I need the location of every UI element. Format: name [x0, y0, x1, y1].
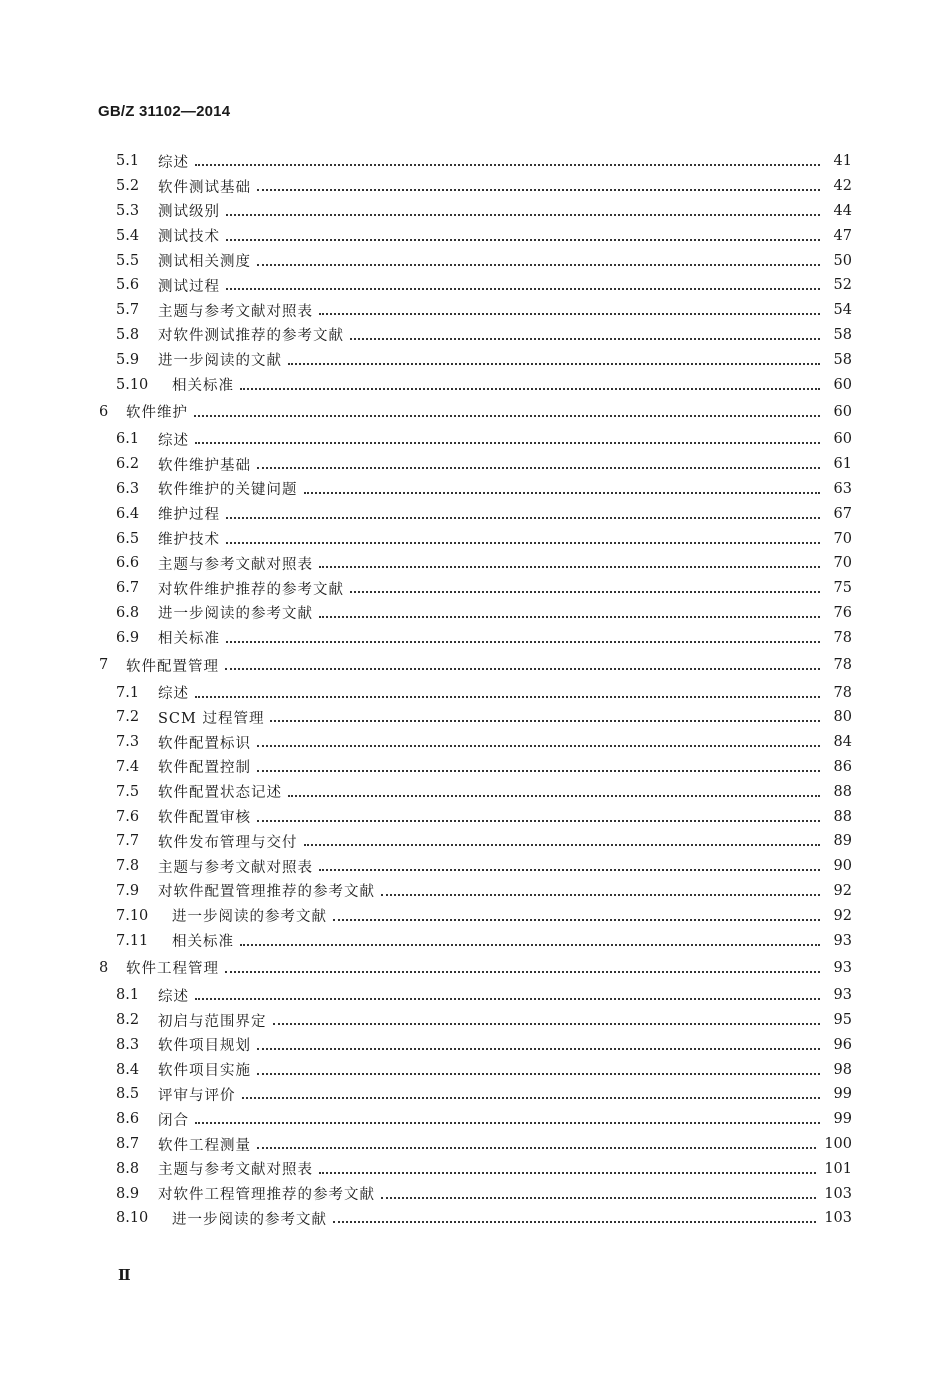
toc-entry-page: 52: [833, 277, 852, 294]
toc-entry-number: 6: [99, 403, 109, 420]
toc-entry-title: 进一步阅读的参考文献: [172, 909, 327, 926]
toc-entry-number: 8.5: [116, 1086, 140, 1103]
toc-subsection-entry[interactable]: [0, 983, 950, 1008]
toc-leader-dots: [240, 376, 820, 390]
toc-subsection-entry[interactable]: [0, 501, 950, 526]
toc-entry-title: 软件工程管理: [126, 961, 219, 978]
toc-entry-number: 8.10: [116, 1210, 149, 1227]
toc-entry-title: 评审与评价: [158, 1087, 236, 1104]
toc-entry-title: 主题与参考文献对照表: [158, 859, 313, 876]
toc-entry-title: 初启与范围界定: [158, 1013, 267, 1030]
toc-entry-number: 6.2: [116, 456, 140, 473]
toc-leader-dots: [257, 455, 820, 469]
toc-subsection-entry[interactable]: [0, 1008, 950, 1033]
toc-leader-dots: [257, 252, 820, 266]
toc-subsection-entry[interactable]: [0, 347, 950, 372]
toc-leader-dots: [242, 1085, 821, 1099]
toc-leader-dots: [226, 530, 820, 544]
toc-entry-number: 5.10: [116, 376, 149, 393]
toc-entry-page: 80: [833, 709, 852, 726]
toc-entry-page: 89: [833, 833, 852, 850]
toc-entry-title: 闭合: [158, 1112, 189, 1129]
toc-subsection-entry[interactable]: [0, 730, 950, 755]
toc-entry-number: 5.6: [116, 277, 140, 294]
toc-section-entry[interactable]: [0, 650, 950, 680]
toc-leader-dots: [257, 1135, 816, 1149]
toc-entry-page: 88: [833, 808, 852, 825]
toc-entry-page: 54: [833, 302, 852, 319]
toc-entry-title: 软件配置标识: [158, 735, 251, 752]
toc-subsection-entry[interactable]: [0, 551, 950, 576]
toc-subsection-entry[interactable]: [0, 1181, 950, 1206]
toc-entry-page: 103: [824, 1185, 852, 1202]
toc-entry-number: 7.2: [116, 709, 140, 726]
toc-subsection-entry[interactable]: [0, 903, 950, 928]
toc-subsection-entry[interactable]: [0, 174, 950, 199]
toc-entry-number: 5.9: [116, 351, 140, 368]
toc-leader-dots: [257, 1061, 820, 1075]
toc-entry-page: 50: [833, 252, 852, 269]
toc-leader-dots: [381, 1185, 816, 1199]
toc-entry-title: 相关标准: [172, 934, 234, 950]
toc-entry-title: 主题与参考文献对照表: [158, 303, 313, 320]
toc-subsection-entry[interactable]: [0, 1156, 950, 1181]
toc-leader-dots: [319, 301, 820, 315]
toc-entry-title: 进一步阅读的参考文献: [158, 606, 313, 623]
toc-entry-page: 99: [833, 1111, 852, 1128]
toc-entry-number: 5.3: [116, 202, 140, 219]
toc-section-entry[interactable]: [0, 397, 950, 427]
toc-entry-page: 92: [833, 907, 852, 924]
toc-leader-dots: [225, 656, 820, 670]
toc-entry-title: 测试技术: [158, 229, 220, 246]
toc-entry-number: 7.11: [116, 932, 149, 949]
toc-subsection-entry[interactable]: [0, 879, 950, 904]
toc-entry-title: 进一步阅读的文献: [158, 353, 282, 370]
toc-subsection-entry[interactable]: [0, 298, 950, 323]
toc-entry-title: 软件配置状态记述: [158, 785, 282, 802]
toc-entry-page: 58: [833, 351, 852, 368]
toc-entry-title: 综述: [158, 154, 189, 171]
toc-subsection-entry[interactable]: [0, 601, 950, 626]
toc-entry-number: 8.4: [116, 1061, 140, 1078]
toc-entry-page: 60: [833, 376, 852, 393]
toc-subsection-entry[interactable]: [0, 199, 950, 224]
toc-entry-number: 6.3: [116, 480, 140, 497]
toc-entry-page: 90: [833, 858, 852, 875]
toc-subsection-entry[interactable]: [0, 427, 950, 452]
toc-entry-page: 84: [833, 734, 852, 751]
toc-entry-title: 测试级别: [158, 204, 220, 221]
toc-entry-page: 60: [833, 431, 852, 448]
toc-leader-dots: [195, 986, 820, 1000]
toc-entry-number: 8.1: [116, 987, 140, 1004]
toc-subsection-entry[interactable]: [0, 576, 950, 601]
toc-entry-number: 7.1: [116, 684, 140, 701]
toc-leader-dots: [333, 907, 820, 921]
toc-entry-title: 软件测试基础: [158, 179, 251, 196]
document-header: GB/Z 31102—2014: [98, 103, 231, 120]
toc-subsection-entry[interactable]: [0, 804, 950, 829]
toc-entry-number: 5.5: [116, 252, 140, 269]
toc-entry-number: 7: [99, 657, 109, 674]
toc-subsection-entry[interactable]: [0, 1206, 950, 1231]
toc-entry-page: 41: [833, 153, 852, 170]
toc-entry-page: 78: [833, 629, 852, 646]
toc-entry-title: 软件维护的关键问题: [158, 482, 298, 499]
toc-leader-dots: [319, 857, 820, 871]
toc-leader-dots: [195, 684, 820, 698]
toc-entry-page: 78: [833, 657, 852, 674]
toc-entry-title: 主题与参考文献对照表: [158, 1162, 313, 1179]
toc-entry-page: 86: [833, 758, 852, 775]
toc-entry-title: 软件工程测量: [158, 1137, 251, 1154]
toc-entry-page: 70: [833, 530, 852, 547]
toc-entry-title: 维护过程: [158, 507, 220, 524]
toc-entry-page: 92: [833, 882, 852, 899]
toc-subsection-entry[interactable]: [0, 477, 950, 502]
toc-entry-title: 主题与参考文献对照表: [158, 556, 313, 573]
toc-entry-number: 8.6: [116, 1111, 140, 1128]
toc-entry-title: SCM 过程管理: [158, 710, 265, 727]
toc-subsection-entry[interactable]: [0, 452, 950, 477]
toc-entry-title: 对软件配置管理推荐的参考文献: [158, 884, 375, 901]
toc-entry-number: 7.8: [116, 858, 140, 875]
toc-entry-number: 7.10: [116, 907, 149, 924]
toc-section-entry[interactable]: [0, 953, 950, 983]
toc-entry-page: 88: [833, 783, 852, 800]
toc-entry-title: 软件项目实施: [158, 1063, 251, 1080]
toc-leader-dots: [194, 403, 820, 417]
toc-entry-number: 6.7: [116, 580, 140, 597]
toc-entry-title: 软件维护基础: [158, 457, 251, 474]
toc-entry-number: 7.6: [116, 808, 140, 825]
toc-entry-title: 软件配置管理: [126, 658, 219, 675]
toc-leader-dots: [226, 629, 820, 643]
toc-leader-dots: [257, 1036, 820, 1050]
toc-subsection-entry[interactable]: [0, 755, 950, 780]
toc-leader-dots: [240, 932, 820, 946]
toc-entry-number: 8.8: [116, 1160, 140, 1177]
toc-entry-page: 76: [833, 604, 852, 621]
toc-entry-number: 8.7: [116, 1136, 140, 1153]
toc-entry-page: 93: [833, 987, 852, 1004]
toc-entry-page: 101: [824, 1160, 852, 1177]
toc-entry-page: 67: [833, 505, 852, 522]
toc-entry-number: 5.2: [116, 178, 140, 195]
toc-entry-page: 63: [833, 480, 852, 497]
toc-entry-title: 软件发布管理与交付: [158, 834, 298, 851]
toc-subsection-entry[interactable]: [0, 323, 950, 348]
toc-subsection-entry[interactable]: [0, 829, 950, 854]
toc-entry-page: 60: [833, 403, 852, 420]
table-of-contents: [0, 149, 950, 1231]
toc-entry-page: 44: [833, 202, 852, 219]
toc-entry-title: 对软件维护推荐的参考文献: [158, 581, 344, 598]
toc-entry-title: 对软件测试推荐的参考文献: [158, 328, 344, 345]
toc-leader-dots: [257, 808, 820, 822]
toc-entry-title: 进一步阅读的参考文献: [172, 1211, 327, 1228]
toc-entry-number: 6.4: [116, 505, 140, 522]
toc-entry-page: 93: [833, 932, 852, 949]
toc-entry-page: 47: [833, 227, 852, 244]
toc-entry-page: 78: [833, 684, 852, 701]
toc-entry-title: 对软件工程管理推荐的参考文献: [158, 1187, 375, 1204]
toc-leader-dots: [226, 276, 820, 290]
toc-leader-dots: [333, 1209, 816, 1223]
toc-leader-dots: [288, 783, 820, 797]
toc-leader-dots: [319, 604, 820, 618]
toc-entry-number: 6.9: [116, 629, 140, 646]
toc-subsection-entry[interactable]: [0, 273, 950, 298]
toc-subsection-entry[interactable]: [0, 680, 950, 705]
toc-subsection-entry[interactable]: [0, 526, 950, 551]
toc-entry-page: 61: [833, 456, 852, 473]
toc-leader-dots: [270, 708, 820, 722]
toc-entry-page: 42: [833, 178, 852, 195]
toc-entry-number: 7.9: [116, 882, 140, 899]
toc-subsection-entry[interactable]: [0, 854, 950, 879]
toc-entry-number: 7.4: [116, 758, 140, 775]
toc-entry-number: 6.5: [116, 530, 140, 547]
toc-entry-page: 95: [833, 1012, 852, 1029]
toc-entry-title: 软件配置审核: [158, 810, 251, 827]
toc-leader-dots: [304, 480, 821, 494]
toc-entry-number: 5.8: [116, 326, 140, 343]
toc-subsection-entry[interactable]: [0, 1132, 950, 1157]
toc-entry-title: 综述: [158, 432, 189, 449]
toc-subsection-entry[interactable]: [0, 372, 950, 397]
toc-subsection-entry[interactable]: [0, 928, 950, 953]
toc-entry-page: 100: [824, 1136, 852, 1153]
toc-entry-page: 75: [833, 580, 852, 597]
toc-entry-title: 软件项目规划: [158, 1038, 251, 1055]
toc-leader-dots: [195, 152, 820, 166]
toc-entry-number: 6.1: [116, 431, 140, 448]
toc-leader-dots: [225, 959, 820, 973]
toc-entry-title: 相关标准: [172, 378, 234, 395]
toc-subsection-entry[interactable]: [0, 1082, 950, 1107]
toc-subsection-entry[interactable]: [0, 1107, 950, 1132]
toc-entry-number: 5.1: [116, 153, 140, 170]
toc-subsection-entry[interactable]: [0, 1057, 950, 1082]
toc-leader-dots: [304, 832, 821, 846]
toc-entry-title: 相关标准: [158, 631, 220, 648]
page-number-footer: Ⅱ: [118, 1266, 131, 1284]
toc-subsection-entry[interactable]: [0, 625, 950, 650]
toc-subsection-entry[interactable]: [0, 149, 950, 174]
toc-entry-page: 93: [833, 959, 852, 976]
toc-entry-title: 测试过程: [158, 278, 220, 295]
toc-entry-number: 6.8: [116, 604, 140, 621]
toc-entry-title: 维护技术: [158, 532, 220, 549]
toc-leader-dots: [319, 1160, 816, 1174]
toc-entry-page: 96: [833, 1036, 852, 1053]
toc-entry-page: 70: [833, 555, 852, 572]
toc-entry-title: 测试相关测度: [158, 254, 251, 271]
toc-entry-title: 综述: [158, 988, 189, 1005]
toc-entry-title: 软件配置控制: [158, 760, 251, 777]
toc-leader-dots: [381, 882, 820, 896]
toc-leader-dots: [195, 1110, 820, 1124]
toc-subsection-entry[interactable]: [0, 1033, 950, 1058]
toc-leader-dots: [350, 326, 820, 340]
toc-entry-number: 7.5: [116, 783, 140, 800]
toc-leader-dots: [319, 554, 820, 568]
toc-leader-dots: [226, 202, 820, 216]
toc-entry-page: 99: [833, 1086, 852, 1103]
toc-leader-dots: [195, 430, 820, 444]
toc-subsection-entry[interactable]: [0, 705, 950, 730]
toc-leader-dots: [350, 579, 820, 593]
toc-entry-number: 5.7: [116, 302, 140, 319]
toc-entry-title: 综述: [158, 686, 189, 703]
toc-leader-dots: [226, 505, 820, 519]
toc-entry-number: 8.3: [116, 1036, 140, 1053]
toc-subsection-entry[interactable]: [0, 779, 950, 804]
toc-entry-page: 103: [824, 1210, 852, 1227]
toc-entry-page: 98: [833, 1061, 852, 1078]
toc-leader-dots: [257, 177, 820, 191]
toc-leader-dots: [226, 227, 820, 241]
toc-entry-number: 8.9: [116, 1185, 140, 1202]
toc-subsection-entry[interactable]: [0, 248, 950, 273]
toc-leader-dots: [257, 758, 820, 772]
toc-entry-number: 7.3: [116, 734, 140, 751]
toc-entry-number: 6.6: [116, 555, 140, 572]
toc-entry-number: 7.7: [116, 833, 140, 850]
toc-entry-number: 5.4: [116, 227, 140, 244]
toc-leader-dots: [288, 351, 820, 365]
toc-leader-dots: [273, 1011, 821, 1025]
toc-entry-number: 8: [99, 959, 109, 976]
toc-entry-number: 8.2: [116, 1012, 140, 1029]
toc-entry-page: 58: [833, 326, 852, 343]
toc-leader-dots: [257, 733, 820, 747]
toc-entry-title: 软件维护: [126, 405, 188, 422]
toc-subsection-entry[interactable]: [0, 223, 950, 248]
